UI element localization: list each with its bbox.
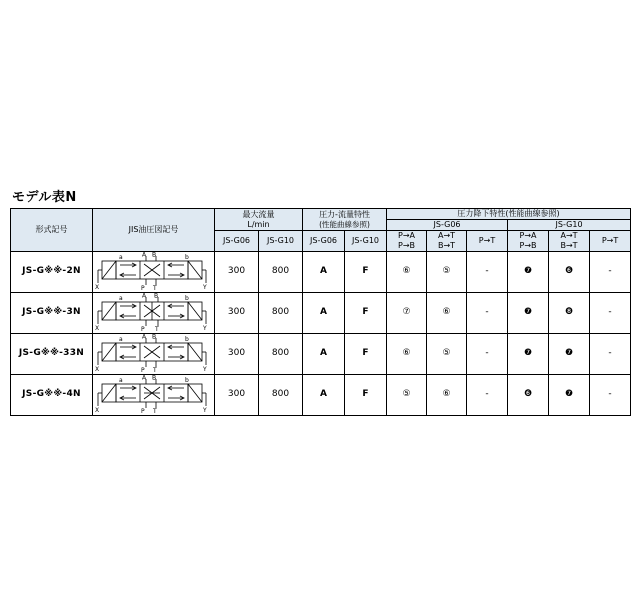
- cell-jis-symbol: [93, 375, 215, 416]
- cell-model: JS-G※※-4N: [11, 375, 93, 416]
- cell-model: JS-G※※-33N: [11, 334, 93, 375]
- header-drop-g10: JS-G10: [508, 220, 631, 231]
- header-drop-g06-pt: P→T: [467, 231, 508, 252]
- cell-drop-g10-pa: ❼: [508, 252, 549, 293]
- table-row: [11, 252, 631, 293]
- header-max-flow: [215, 209, 303, 231]
- svg-text:X: X: [94, 366, 99, 373]
- svg-text:B: B: [153, 292, 158, 300]
- svg-text:P: P: [140, 367, 145, 374]
- cell-drop-g06-pt: -: [467, 293, 508, 334]
- cell-drop-g10-pa: ❼: [508, 334, 549, 375]
- svg-text:A: A: [141, 251, 146, 259]
- svg-text:Y: Y: [202, 325, 207, 332]
- cell-jis-symbol: [93, 334, 215, 375]
- cell-drop-g06-pt: -: [467, 375, 508, 416]
- svg-text:Y: Y: [202, 284, 207, 291]
- cell-flow-g06: 300: [215, 334, 259, 375]
- line2: B→T: [560, 241, 578, 250]
- header-drop-g06-at: [427, 231, 467, 252]
- svg-text:b: b: [184, 295, 189, 302]
- cell-drop-g10-pa: ❻: [508, 375, 549, 416]
- cell-drop-g06-at: ⑥: [427, 375, 467, 416]
- cell-drop-g10-pt: -: [590, 293, 631, 334]
- header-max-flow-line1: 最大流量: [242, 209, 275, 219]
- cell-drop-g10-pa: ❼: [508, 293, 549, 334]
- spec-table-container: [10, 208, 619, 416]
- cell-flow-g10: 800: [259, 375, 303, 416]
- line1: P→A: [398, 231, 416, 240]
- table-row: [11, 375, 631, 416]
- table-head: [11, 209, 631, 252]
- header-drop-g06: JS-G06: [387, 220, 508, 231]
- cell-pq-g06: A: [303, 375, 345, 416]
- svg-text:X: X: [94, 284, 99, 291]
- header-jis-symbol: JIS油圧図記号: [93, 209, 215, 252]
- header-model: 形式記号: [11, 209, 93, 252]
- line2: P→B: [519, 241, 537, 250]
- cell-pq-g06: A: [303, 252, 345, 293]
- header-pressure-drop: 圧力降下特性(性能曲線参照): [387, 209, 631, 220]
- table-row: [11, 293, 631, 334]
- svg-text:b: b: [184, 336, 189, 343]
- svg-text:b: b: [184, 377, 189, 384]
- cell-flow-g10: 800: [259, 293, 303, 334]
- cell-drop-g10-pt: -: [590, 375, 631, 416]
- header-flow-g06: JS-G06: [215, 231, 259, 252]
- line1: A→T: [560, 231, 578, 240]
- cell-flow-g10: 800: [259, 252, 303, 293]
- cell-pq-g06: A: [303, 334, 345, 375]
- cell-drop-g10-at: ❻: [549, 252, 590, 293]
- cell-drop-g06-pa: ⑦: [387, 293, 427, 334]
- cell-drop-g06-at: ⑤: [427, 252, 467, 293]
- svg-text:Y: Y: [202, 366, 207, 373]
- cell-flow-g06: 300: [215, 252, 259, 293]
- line1: P→A: [519, 231, 537, 240]
- cell-drop-g10-pt: -: [590, 252, 631, 293]
- cell-drop-g06-pa: ⑤: [387, 375, 427, 416]
- header-drop-g10-at: [549, 231, 590, 252]
- cell-drop-g10-pt: -: [590, 334, 631, 375]
- header-pq: [303, 209, 387, 231]
- svg-text:a: a: [118, 377, 123, 384]
- header-flow-g10: JS-G10: [259, 231, 303, 252]
- svg-text:B: B: [151, 333, 156, 341]
- header-drop-g10-pt: P→T: [590, 231, 631, 252]
- hydraulic-symbol-icon: [94, 376, 214, 414]
- svg-text:P: P: [140, 285, 145, 292]
- cell-jis-symbol: [93, 293, 215, 334]
- table-row: [11, 334, 631, 375]
- table-body: [11, 252, 631, 416]
- svg-text:T: T: [152, 367, 157, 374]
- cell-drop-g06-at: ⑤: [427, 334, 467, 375]
- header-pq-line2: (性能曲線参照): [319, 219, 370, 229]
- hydraulic-symbol-icon: [94, 335, 214, 373]
- svg-text:B: B: [151, 251, 156, 259]
- svg-text:P: P: [140, 326, 145, 333]
- page-title: モデル表N: [12, 190, 77, 205]
- header-drop-g10-pa: [508, 231, 549, 252]
- svg-text:a: a: [118, 295, 123, 302]
- cell-flow-g06: 300: [215, 375, 259, 416]
- cell-drop-g10-at: ❽: [549, 293, 590, 334]
- svg-text:a: a: [118, 254, 123, 261]
- cell-pq-g10: F: [345, 334, 387, 375]
- cell-flow-g10: 800: [259, 334, 303, 375]
- cell-drop-g06-pt: -: [467, 334, 508, 375]
- cell-flow-g06: 300: [215, 293, 259, 334]
- svg-text:A: A: [141, 374, 146, 382]
- cell-model: JS-G※※-3N: [11, 293, 93, 334]
- svg-text:A: A: [141, 333, 146, 341]
- cell-jis-symbol: [93, 252, 215, 293]
- svg-text:X: X: [94, 407, 99, 414]
- cell-drop-g06-pt: -: [467, 252, 508, 293]
- line2: B→T: [437, 241, 456, 250]
- cell-pq-g10: F: [345, 252, 387, 293]
- svg-text:b: b: [184, 254, 189, 261]
- header-row-1: [11, 209, 631, 220]
- header-pq-g10: JS-G10: [345, 231, 387, 252]
- cell-drop-g10-at: ❼: [549, 334, 590, 375]
- cell-drop-g06-pa: ⑥: [387, 252, 427, 293]
- header-pq-g06: JS-G06: [303, 231, 345, 252]
- svg-text:a: a: [118, 336, 123, 343]
- cell-pq-g10: F: [345, 375, 387, 416]
- header-max-flow-line2: L/min: [247, 219, 270, 229]
- svg-text:B: B: [151, 374, 156, 382]
- cell-drop-g06-at: ⑥: [427, 293, 467, 334]
- cell-drop-g10-at: ❼: [549, 375, 590, 416]
- cell-drop-g06-pa: ⑥: [387, 334, 427, 375]
- svg-text:T: T: [154, 326, 159, 333]
- cell-pq-g10: F: [345, 293, 387, 334]
- cell-model: JS-G※※-2N: [11, 252, 93, 293]
- cell-pq-g06: A: [303, 293, 345, 334]
- header-drop-g06-pa: [387, 231, 427, 252]
- svg-text:A: A: [141, 292, 146, 300]
- hydraulic-symbol-icon: [94, 294, 214, 332]
- svg-text:Y: Y: [202, 407, 207, 414]
- svg-text:T: T: [152, 408, 157, 415]
- svg-text:P: P: [140, 408, 145, 415]
- model-spec-table: [10, 208, 631, 416]
- svg-text:X: X: [94, 325, 99, 332]
- header-pq-line1: 圧力-流量特性: [319, 209, 370, 219]
- line1: A→T: [437, 231, 456, 240]
- hydraulic-symbol-icon: [94, 253, 214, 291]
- line2: P→B: [398, 241, 416, 250]
- svg-text:T: T: [152, 285, 157, 292]
